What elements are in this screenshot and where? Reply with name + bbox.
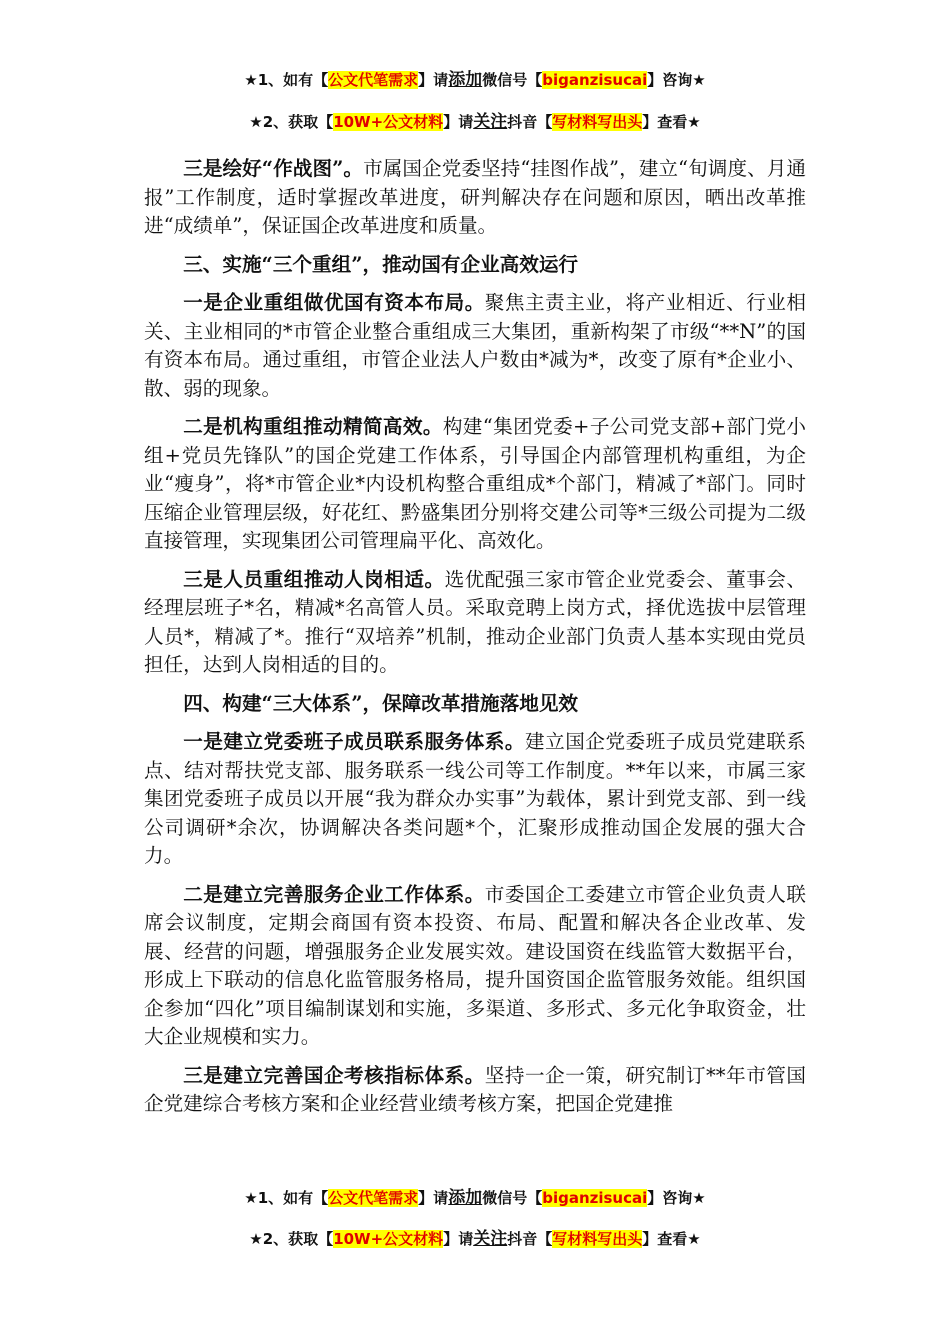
document-body xyxy=(144,155,806,1129)
paragraph-text: 市属国企党委坚持“挂图作战”，建立“旬调度、月通报”工作制度，适时掌握改革进度，研判解决存在问题和原因，晒出改革推进“成绩单”，保证国企改革进度和质量。 xyxy=(144,157,806,237)
paragraph-personnel-reorganization xyxy=(144,566,806,680)
banner-text: ★2、获取【 xyxy=(249,1230,334,1248)
promo-banner-bottom-2 xyxy=(0,1228,950,1250)
paragraph-lead: 二是建立完善服务企业工作体系。 xyxy=(183,882,485,906)
paragraph-lead: 一是企业重组做优国有资本布局。 xyxy=(183,291,485,314)
banner-text: 】请 xyxy=(418,71,449,89)
promo-banner-top-2 xyxy=(0,111,950,133)
paragraph-lead: 三是绘好“作战图”。 xyxy=(183,157,364,180)
paragraph-text: 聚焦主责主业，将产业相近、行业相关、主业相同的*市管企业整合重组成三大集团，重新构架了市级“**N”的国有资本布局。通过重组，市管企业法人户数由*减为*，改变了原有*企业小、散、弱的现象。 xyxy=(144,291,806,400)
paragraph-text: 构建“集团党委+子公司党支部+部门党小组+党员先锋队”的国企党建工作体系，引导国企内部管理机构重组，为企业“瘦身”，将*市管企业*内设机构整合重组成*个部门，精减了*部门。同时压缩企业管理层级，好花红、黔盛集团分别将交建公司等*三级公司提为二级直接管理，实现集团公司管理扁平化、高效化。 xyxy=(144,415,806,552)
banner-emphasis: 添加 xyxy=(448,70,483,90)
banner-text: 】请 xyxy=(418,1189,449,1207)
paragraph-institution-reorganization xyxy=(144,413,806,556)
paragraph-lead: 三是建立完善国企考核指标体系。 xyxy=(183,1063,485,1087)
banner-highlight: biganzisucai xyxy=(542,1189,648,1207)
paragraph-lead: 二是机构重组推动精简高效。 xyxy=(183,415,443,438)
paragraph-text: 市委国企工委建立市管企业负责人联席会议制度，定期会商国有资本投资、布局、配置和解决各企业改革、发展、经营的问题，增强服务企业发展实效。建设国资在线监管大数据平台，形成上下联动的信息化监管服务格局，提升国资国企监管服务效能。组织国企参加“四化”项目编制谋划和实施，多渠道、多形式、多元化争取资金，壮大企业规模和实力。 xyxy=(144,882,806,1048)
banner-text: 抖音【 xyxy=(507,113,553,131)
paragraph-assessment-system xyxy=(144,1062,806,1119)
section-heading-three-reorganizations: 三、实施“三个重组”，推动国有企业高效运行 xyxy=(183,252,579,276)
banner-text: 】咨询★ xyxy=(647,1189,706,1207)
banner-text: 】咨询★ xyxy=(647,71,706,89)
banner-text: ★2、获取【 xyxy=(249,113,334,131)
banner-text: 微信号【 xyxy=(482,1189,543,1207)
banner-highlight: 写材料写出头 xyxy=(552,1230,643,1248)
banner-text: ★1、如有【 xyxy=(244,1189,329,1207)
promo-banner-top-1 xyxy=(0,69,950,91)
banner-highlight: 10W+公文材料 xyxy=(333,1230,444,1248)
banner-highlight: biganzisucai xyxy=(542,71,648,89)
paragraph-enterprise-service-system xyxy=(144,881,806,1052)
paragraph-text: 建立国企党委班子成员党建联系点、结对帮扶党支部、服务联系一线公司等工作制度。**年以来，市属三家集团党委班子成员以开展“我为群众办实事”为载体，累计到党支部、到一线公司调研*余次，协调解决各类问题*个，汇聚形成推动国企发展的强大合力。 xyxy=(144,730,807,867)
paragraph-lead: 三是人员重组推动人岗相适。 xyxy=(183,567,445,591)
banner-text: 】查看★ xyxy=(642,113,701,131)
banner-emphasis: 关注 xyxy=(473,112,508,132)
banner-highlight: 公文代笔需求 xyxy=(328,71,419,89)
paragraph-text: 选优配强三家市管企业党委会、董事会、经理层班子*名，精减*名高管人员。采取竞聘上岗方式，择优选拔中层管理人员*，精减了*。推行“双培养”机制，推动企业部门负责人基本实现由党员担任，达到人岗相适的目的。 xyxy=(144,567,807,676)
paragraph-battle-map xyxy=(144,155,806,241)
banner-highlight: 10W+公文材料 xyxy=(333,113,444,131)
paragraph-enterprise-reorganization xyxy=(144,289,806,403)
paragraph-lead: 一是建立党委班子成员联系服务体系。 xyxy=(183,730,526,753)
section-heading-three-systems: 四、构建“三大体系”，保障改革措施落地见效 xyxy=(183,691,579,715)
banner-highlight: 写材料写出头 xyxy=(552,113,643,131)
banner-text: 抖音【 xyxy=(507,1230,553,1248)
promo-banner-bottom-1 xyxy=(0,1187,950,1209)
banner-emphasis: 添加 xyxy=(448,1188,483,1208)
paragraph-liaison-service-system xyxy=(144,728,806,871)
paragraph-text: 坚持一企一策，研究制订**年市管国企党建综合考核方案和企业经营业绩考核方案，把国企党建推 xyxy=(144,1063,806,1115)
banner-emphasis: 关注 xyxy=(473,1229,508,1249)
banner-highlight: 公文代笔需求 xyxy=(328,1189,419,1207)
banner-text: 】请 xyxy=(443,113,474,131)
banner-text: 】请 xyxy=(443,1230,474,1248)
banner-text: 微信号【 xyxy=(482,71,543,89)
banner-text: 】查看★ xyxy=(642,1230,701,1248)
banner-text: ★1、如有【 xyxy=(244,71,329,89)
